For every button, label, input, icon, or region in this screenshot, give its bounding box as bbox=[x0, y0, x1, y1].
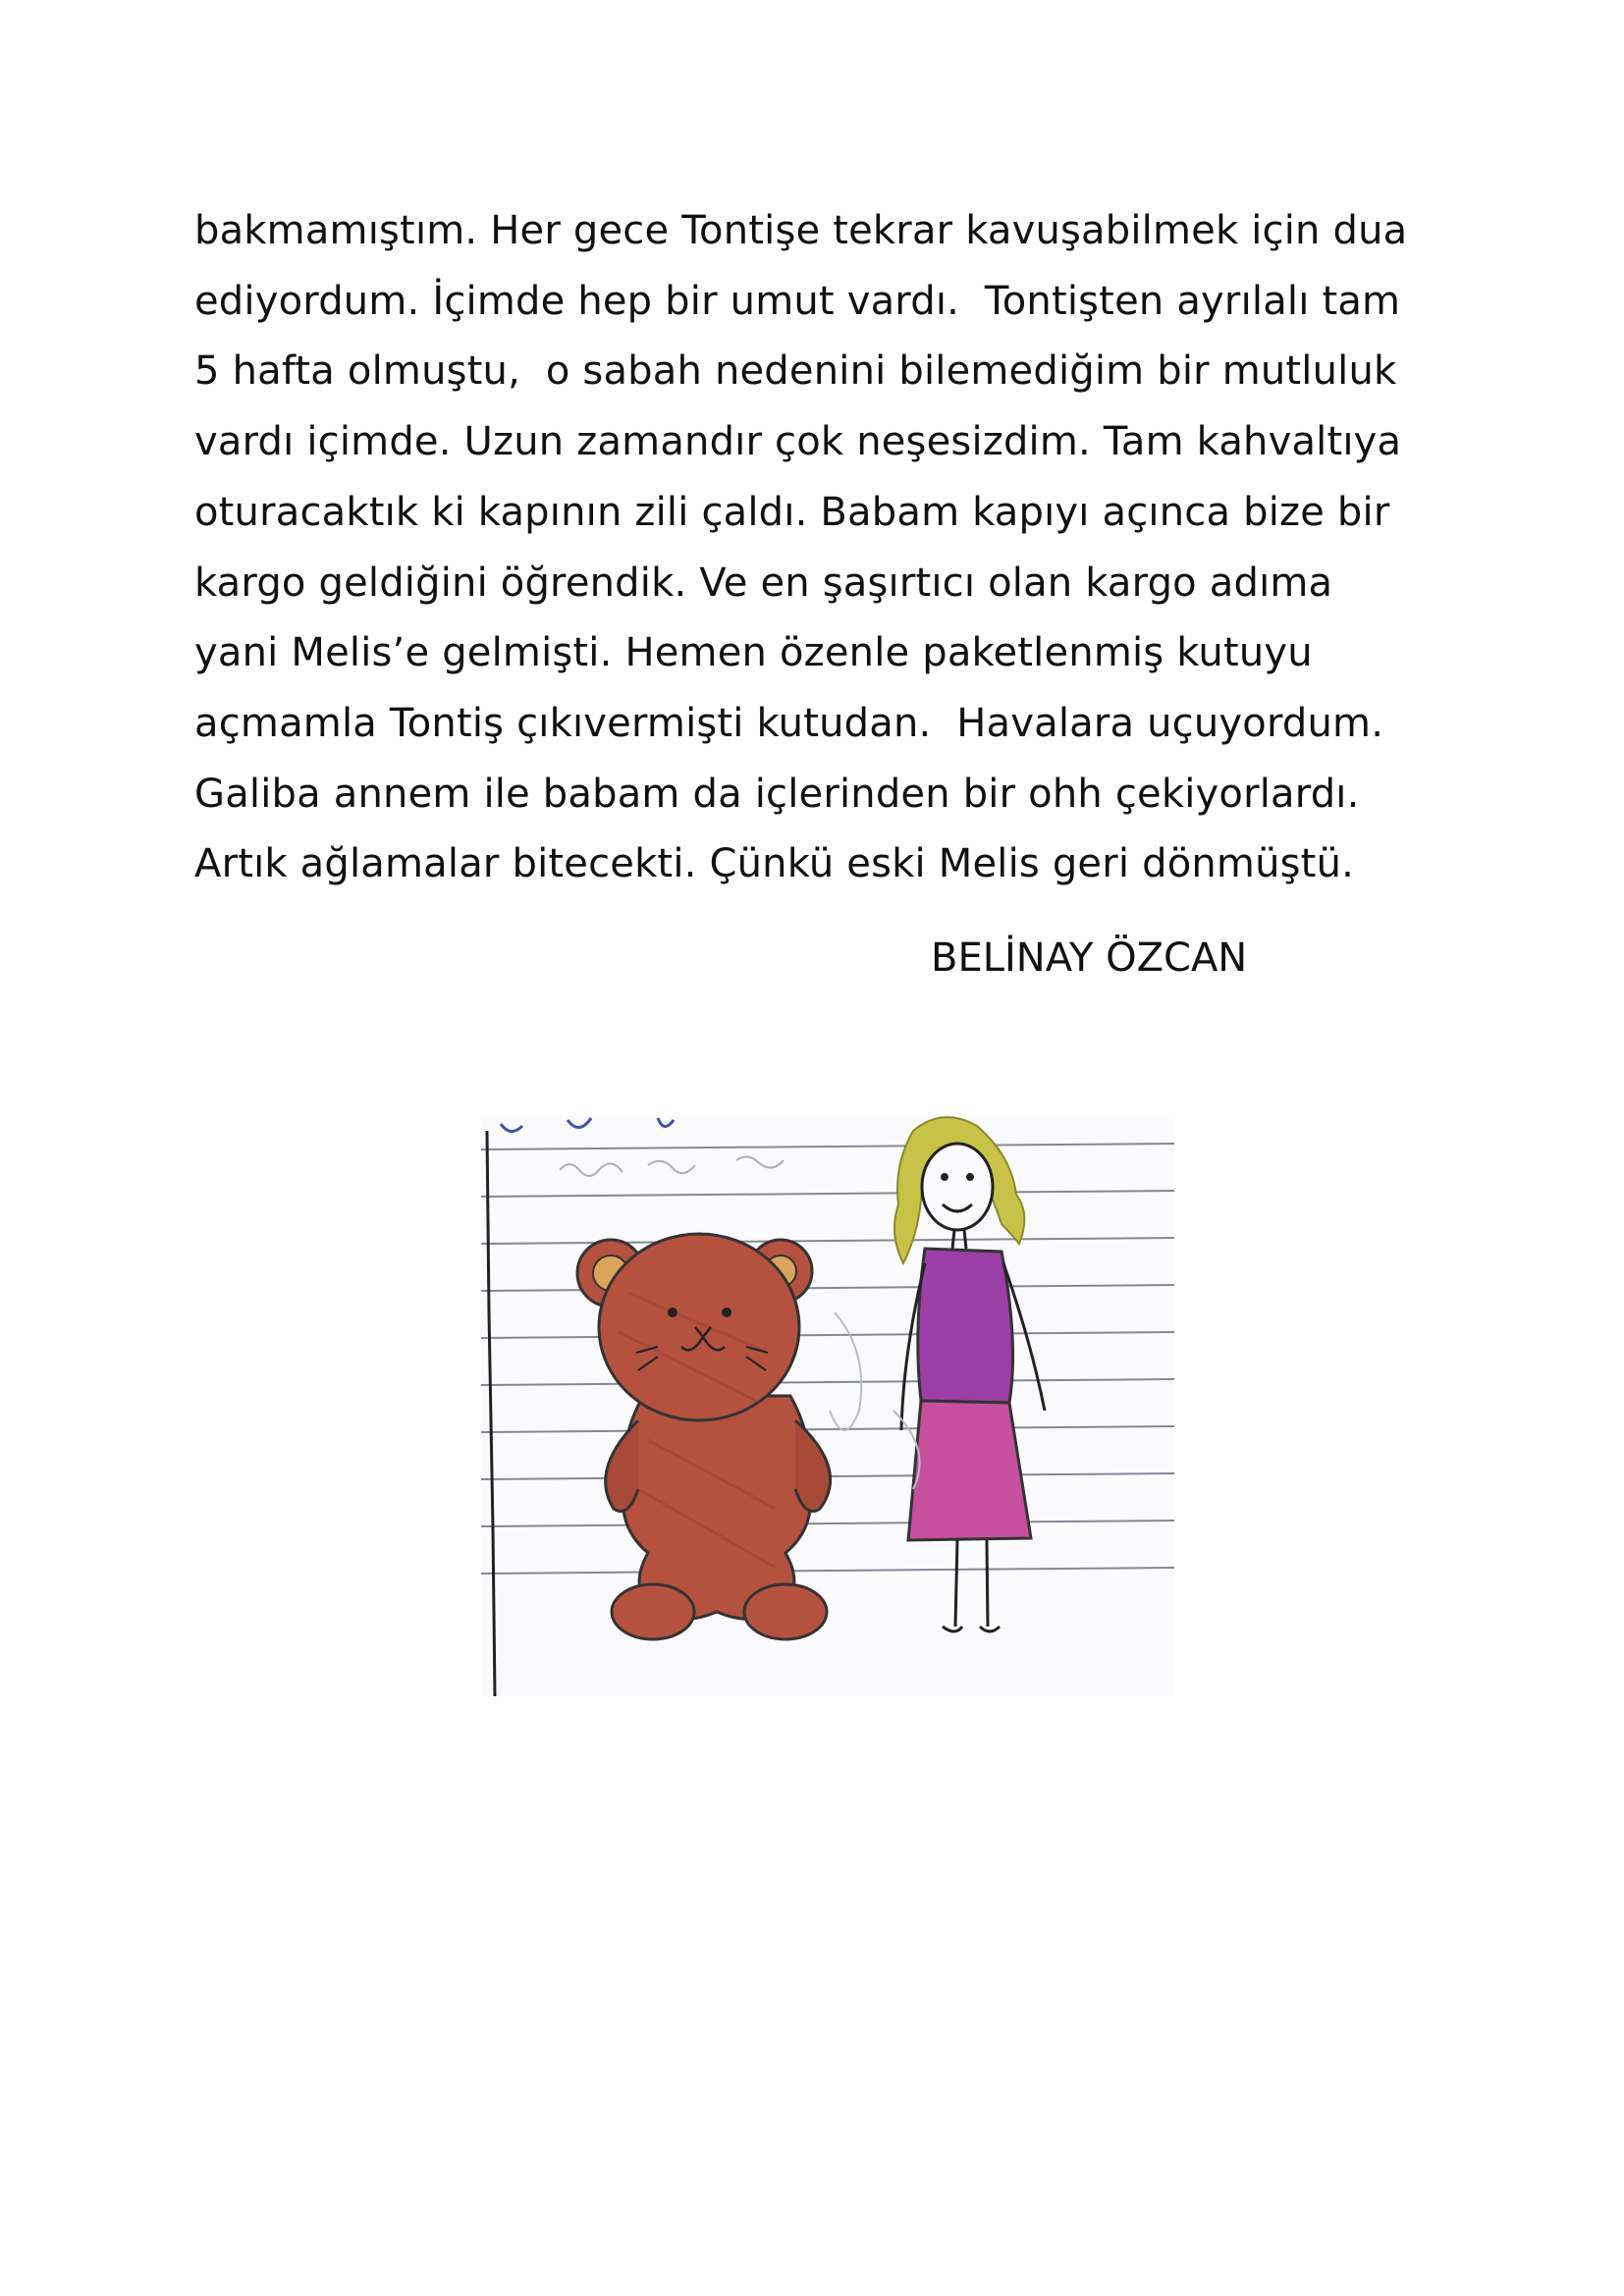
story-line: kargo geldiğini öğrendik. Ve en şaşırtıcı olan kargo adıma bbox=[194, 560, 1333, 606]
story-line: oturacaktık ki kapının zili çaldı. Babam kapıyı açınca bize bir bbox=[194, 489, 1390, 535]
story-line: açmamla Tontiş çıkıvermişti kutudan. Havalara uçuyordum. bbox=[194, 700, 1384, 746]
story-line: ediyordum. İçimde hep bir umut vardı. Tontişten ayrılalı tam bbox=[194, 278, 1401, 324]
story-line: Artık ağlamalar bitecekti. Çünkü eski Melis geri dönmüştü. bbox=[194, 841, 1355, 887]
story-line: Galiba annem ile babam da içlerinden bir ohh çekiyorlardı. bbox=[194, 771, 1360, 817]
story-text bbox=[194, 196, 1471, 900]
author-name: BELİNAY ÖZCAN bbox=[931, 935, 1248, 981]
drawing-image bbox=[481, 1116, 1174, 1696]
story-line: vardı içimde. Uzun zamandır çok neşesizdim. Tam kahvaltıya bbox=[194, 419, 1402, 465]
story-line: bakmamıştım. Her gece Tontişe tekrar kavuşabilmek için dua bbox=[194, 208, 1408, 253]
story-line: yani Melis’e gelmişti. Hemen özenle paketlenmiş kutuyu bbox=[194, 630, 1313, 676]
drawing-svg bbox=[481, 1116, 1174, 1696]
story-line: 5 hafta olmuştu, o sabah nedenini bilemediğim bir mutluluk bbox=[194, 348, 1397, 395]
